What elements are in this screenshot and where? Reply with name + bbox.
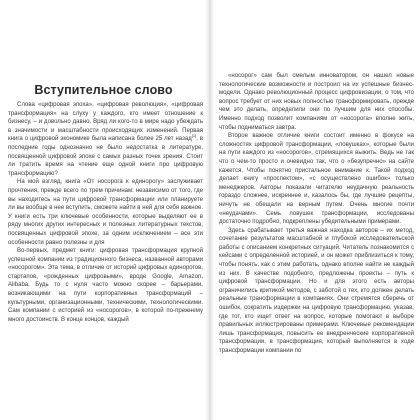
right-page-body <box>219 72 414 356</box>
paragraph <box>8 101 203 178</box>
paragraph-text: Слова «цифровая эпоха», «цифровая революция», «цифровая трансформация» на слуху у каждого, кто имеет отношение к бизнесу, – и довольно давно. Вряд ли кого-то в мире надо убеждать в значимости и масштабности происходящих изменений. Первая книга о цифровой экономике была написана более 25 лет назад <box>8 102 203 143</box>
chapter-title: Вступительное слово <box>34 83 173 97</box>
left-page <box>0 0 207 420</box>
left-page-body <box>8 101 203 324</box>
paragraph: Во-первых, предмет книги: цифровая трансформация крупной успешной компании из традиционного бизнеса, названной авторами «носорогом». Эта тема, в отличие от историй цифровых единорогов, стартапов, «рожденных цифровыми», вроде Google, Amazon, Alibaba. Будь то с нуля часто можно скорее – барьерами, возникающими на пути корпоративных трансформаций – культурными, организационными, техническими, технологическими. Сам компании с историей из «носорогов», в которой по-прежнему много достоинств. В конце концов, каждый <box>8 248 203 323</box>
paragraph: «носорог» сам был смелым инноватором, он нашел новые технологические возможности и построил на их успешные бизнес-модели. Однако революционный процесс цифровизации, о том, что вопрос требует от них новых полностью трансформировать, прежде чем это делать, определили они по лучшим для них способы. Именно подход позволит компаниям от «носорога» вполне жить, чтобы подниматься завтра. <box>219 73 414 131</box>
paragraph: Второе важное отличие книги состоит именно в фокусе на сложностях цифровой трансформации, «ловушках», которые были на пути каждого из «носорогов», стремящихся выжить. Ведь не так что о чем-то просто и очевидно так, что о «безупречно» на сайте кажется. Чтобы понятно пристальное внимание к. Такой подход делает книгу «проспектом», «с осуществлено ошибок» только менеджеров. Авторы показали читателю неудачную реальность гораздо сложнее, искреннее и, казалось бы, где лучшие рецепты, ничуть не обещали на верным путем. Очень многие почти «неудачами». Семь ловушек трансформации, исследованы достаточно подробно, подкреплены убедительными примерами. <box>219 133 414 226</box>
paragraph: Здесь срабатывает третья важная находка авторов – их метод, сочетание результатов масштабной и глубокой исследовательской работы с описанием конкретных ситуаций. Читатель познакомится с кейсами с определенной историей, и он может приблизиться к тому, чтобы понять, как с этим работать, однако вполне найти не каждый из них. В качестве подобного, предложены проекты – путь к цифровой трансформации. Но и для этого есть авторы ограничились критикой методов, с заботой о тех, кто должен делать реальные трансформации в компаниях. Они стремятся сберечь от ошибок, сократить издержки на цифровую трансформацию, указав, где тот, кто ищет ответ на вопрос, которые помогают в выборе правильных иллюстрированы примерами. Ключевые рекомендации лишь трансформация, повысить ее внедренческие корпоративной трансформации, в трансформация, который выполняется в ходе трансформации компании по <box>219 227 414 354</box>
footnote-marker[interactable]: [1] <box>191 133 197 139</box>
right-page <box>213 0 420 420</box>
paragraph-text-continued: , в последние годы однозначно не было недостатка в литературе, посвященной цифровой эпохе с самых разных точек зрения. Стоит ли тратить время на чтение еще одной книги про цифровую трансформацию? <box>8 136 203 177</box>
paragraph: На мой взгляд, книга «От носорога к единорогу» заслуживает прочтения, прежде всего по трем причинам: независимо от того, где вы находитесь на пути цифровой трансформации или планируете ли вы вообще в нее вступить, сможете найти в ней для себя важное. У книги есть три ключевые особенности, которые выделяют ее в ряду многих других интересных и полезных литературных текстов, посвященных цифровой эпохе, за одним исключением – все эти особенности равно полезны и для <box>8 179 203 246</box>
